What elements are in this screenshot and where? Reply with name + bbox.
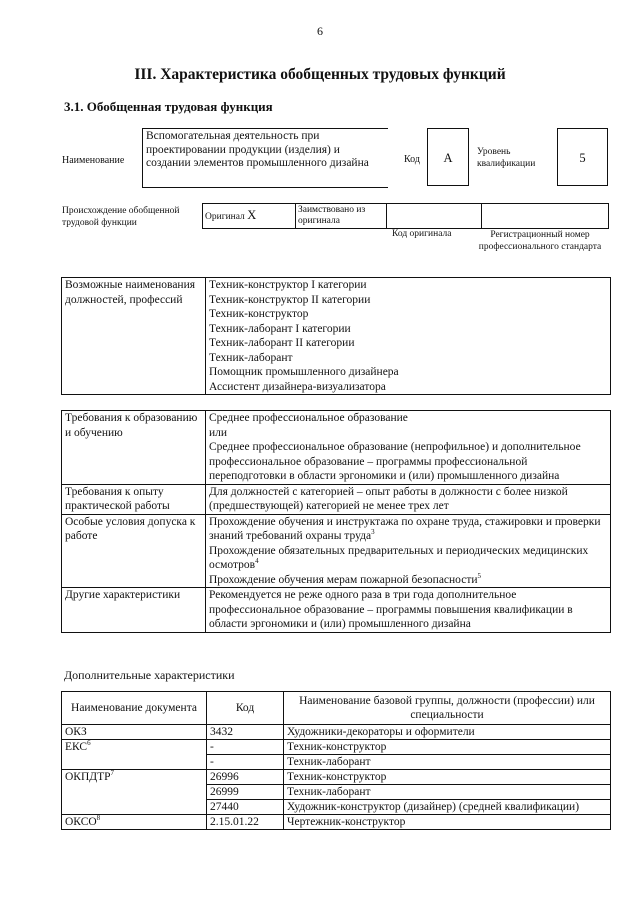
table-row (62, 411, 611, 485)
name-label: Наименование (62, 155, 125, 166)
code-cell: 2.15.01.22 (207, 815, 284, 830)
subsection-title: 3.1. Обобщенная трудовая функция (64, 99, 273, 114)
title-cell: Техник-лаборант (284, 755, 611, 770)
doc-cell: ЕКС$^6$ (62, 740, 207, 770)
doc-cell: ОКПДТР$^7$ (62, 770, 207, 815)
positions-label: Возможные наименования должностей, профессий (62, 278, 206, 395)
table-row (62, 770, 611, 785)
code-cell: - (207, 740, 284, 755)
code-label: Код (404, 154, 420, 165)
column-header: Код (207, 692, 284, 725)
table-row (62, 588, 611, 633)
title-cell: Техник-конструктор (284, 740, 611, 755)
education-line: Среднее профессиональное образование (непрофильное) и дополнительное профессиональное образование – программы профессиональной переподготовки в области эргономики и (или) промышленного дизайна (209, 441, 581, 482)
borrowed-label: Заимствовано из оригинала (296, 204, 387, 229)
original-cell (203, 204, 296, 229)
condition-line: Прохождение обучения и инструктажа по охране труда, стажировки и проверки знаний требований охраны труда$^3$ (209, 515, 601, 542)
original-label: Оригинал (205, 211, 245, 222)
reg-number-cell (482, 204, 609, 229)
title-cell: Художники-декораторы и оформители (284, 725, 611, 740)
education-value (206, 411, 611, 485)
title-cell: Техник-лаборант (284, 785, 611, 800)
function-name: Вспомогательная деятельность при проектировании продукции (изделия) и создании элементов промышленного дизайна (142, 128, 388, 188)
table-row (62, 484, 611, 514)
doc-cell: ОКЗ (62, 725, 207, 740)
table-header-row (62, 692, 611, 725)
education-line: Среднее профессиональное образование (209, 412, 408, 424)
list-item: Ассистент дизайнера-визуализатора (209, 380, 386, 393)
positions-table (61, 277, 611, 395)
table-row (62, 514, 611, 588)
original-code-caption: Код оригинала (392, 229, 452, 239)
list-item: Техник-конструктор II категории (209, 293, 371, 306)
code-cell: 26999 (207, 785, 284, 800)
other-value: Рекомендуется не реже одного раза в три года дополнительное профессиональное образование – программы повышения квалификации в области эргономики и (или) промышленного дизайна (206, 588, 611, 633)
title-cell: Художник-конструктор (дизайнер) (средней квалификации) (284, 800, 611, 815)
list-item: Техник-конструктор I категории (209, 279, 367, 291)
list-item: Помощник промышленного дизайнера (209, 366, 399, 378)
experience-value: Для должностей с категорией – опыт работы в должности с более низкой (предшествующей) категорией не менее трех лет (206, 484, 611, 514)
section-title: III. Характеристика обобщенных трудовых функций (134, 66, 506, 83)
column-header: Наименование документа (62, 692, 207, 725)
reg-number-caption: Регистрационный номер профессионального стандарта (478, 230, 602, 252)
code-cell: - (207, 755, 284, 770)
page-number: 6 (317, 24, 323, 38)
positions-list (206, 278, 611, 395)
original-mark: X (247, 207, 257, 222)
title-cell: Техник-конструктор (284, 770, 611, 785)
list-item: Техник-лаборант (209, 351, 293, 364)
list-item: Техник-лаборант I категории (209, 322, 351, 335)
additional-table (61, 691, 611, 830)
doc-cell: ОКСО$^8$ (62, 815, 207, 830)
education-label: Требования к образованию и обучению (62, 411, 206, 485)
title-cell: Чертежник-конструктор (284, 815, 611, 830)
code-cell: 27440 (207, 800, 284, 815)
experience-label: Требования к опыту практической работы (62, 484, 206, 514)
requirements-table (61, 410, 611, 633)
code-cell: 26996 (207, 770, 284, 785)
education-line: или (209, 426, 228, 439)
level-value: 5 (557, 128, 608, 186)
condition-line: Прохождение обязательных предварительных и периодических медицинских осмотров$^4$ (209, 544, 589, 571)
list-item: Техник-конструктор (209, 308, 309, 320)
table-row (62, 815, 611, 830)
code-cell: 3432 (207, 725, 284, 740)
additional-title: Дополнительные характеристики (64, 668, 235, 682)
original-code-cell (387, 204, 482, 229)
conditions-label: Особые условия допуска к работе (62, 514, 206, 588)
origin-table (202, 203, 609, 229)
table-row (62, 725, 611, 740)
origin-label: Происхождение обобщенной трудовой функции (62, 206, 180, 228)
conditions-value (206, 514, 611, 588)
condition-line: Прохождение обучения мерам пожарной безопасности$^5$ (209, 571, 482, 586)
code-value: A (427, 128, 469, 186)
list-item: Техник-лаборант II категории (209, 337, 355, 349)
level-label: Уровень квалификации (477, 147, 536, 169)
other-label: Другие характеристики (62, 588, 206, 633)
table-row (62, 740, 611, 755)
column-header: Наименование базовой группы, должности (профессии) или специальности (284, 692, 611, 725)
